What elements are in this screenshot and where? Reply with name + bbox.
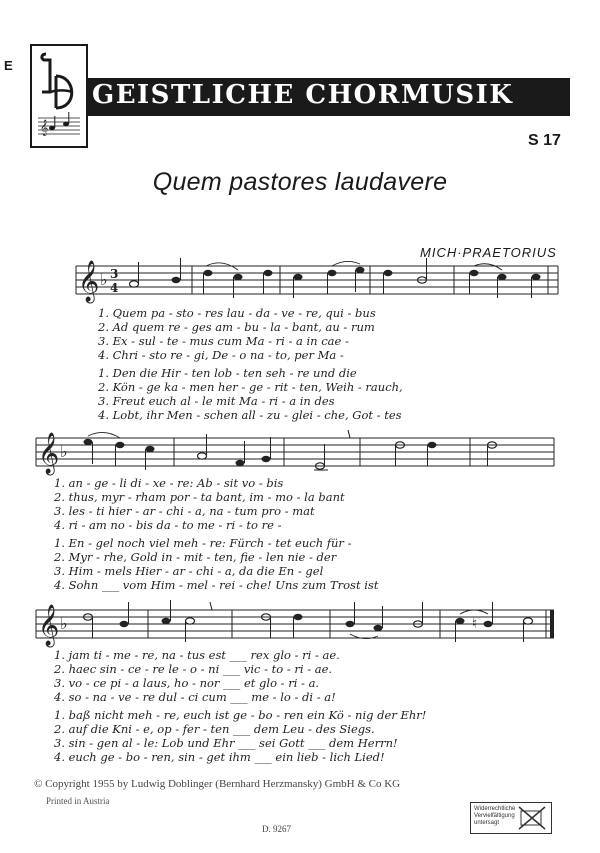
lyric-line-2-5: 1. En - gel noch viel meh - re: Fürch - tet euch für - xyxy=(54,536,352,550)
lyric-line-3-2: 2. haec sin - ce - re le - o - ni ___ vic - to - ri - ae. xyxy=(54,662,333,676)
lyric-line-1-5: 1. Den die Hir - ten lob - ten seh - re und die xyxy=(98,366,357,380)
lyric-line-2-2: 2. thus, myr - rham por - ta bant, im - mo - la bant xyxy=(54,490,345,504)
flat-sign-icon: ♭ xyxy=(60,614,68,633)
flat-sign-icon: ♭ xyxy=(100,270,108,289)
lyric-line-1-1: 1. Quem pa - sto - res lau - da - ve - re, qui - bus xyxy=(98,306,376,320)
lyric-line-2-1: 1. an - ge - li di - xe - re: Ab - sit vo - bis xyxy=(54,476,284,490)
lyric-line-3-8: 4. euch ge - bo - ren, sin - get ihm ___ ein lieb - lich Lied! xyxy=(54,750,385,764)
publisher-logo-mark xyxy=(32,46,86,146)
lyric-line-1-4: 4. Chri - sto re - gi, De - o na - to, per Ma - xyxy=(98,348,344,362)
lyric-line-3-5: 1. baß nicht meh - re, euch ist ge - bo - ren ein Kö - nig der Ehr! xyxy=(54,708,427,722)
svg-text:3: 3 xyxy=(110,267,119,281)
lyric-line-3-1: 1. jam ti - me - re, na - tus est ___ rex glo - ri - ae. xyxy=(54,648,340,662)
plate-number: D. 9267 xyxy=(262,824,291,834)
lyric-line-2-8: 4. Sohn ___ vom Him - mel - rei - che! Uns zum Trost ist xyxy=(54,578,379,592)
treble-clef-icon: 𝄞 xyxy=(38,433,60,474)
lyric-line-2-6: 2. Myr - rhe, Gold in - mit - ten, fie - len nie - der xyxy=(54,550,337,564)
final-barline xyxy=(550,610,554,638)
lyric-line-1-8: 4. Lobt, ihr Men - schen all - zu - glei - che, Got - tes xyxy=(98,408,402,422)
music-staff-2 xyxy=(30,428,560,478)
lyric-line-1-7: 3. Freut euch al - le mit Ma - ri - a in des xyxy=(98,394,335,408)
page-title: Quem pastores laudavere xyxy=(152,168,448,196)
lyric-line-3-3: 3. vo - ce pi - a laus, ho - nor ___ et glo - ri - a. xyxy=(54,676,320,690)
lyric-line-1-3: 3. Ex - sul - te - mus cum Ma - ri - a in cae - xyxy=(98,334,349,348)
flat-sign-icon: ♭ xyxy=(60,442,68,461)
lyric-line-3-4: 4. so - na - ve - re dul - ci cum ___ me - lo - di - a! xyxy=(54,690,336,704)
copyright-notice: © Copyright 1955 by Ludwig Doblinger (Bernhard Herzmansky) GmbH & Co KG xyxy=(34,778,401,790)
natural-sign-icon: ♮ xyxy=(472,616,478,632)
lyric-line-3-7: 3. sin - gen al - le: Lob und Ehr ___ sei Gott ___ dem Herrn! xyxy=(54,736,398,750)
lyric-line-2-4: 4. ri - am no - bis da - to me - ri - to re - xyxy=(54,518,282,532)
series-code: S 17 xyxy=(528,132,561,149)
treble-clef-icon: 𝄞 xyxy=(78,261,100,302)
svg-text:𝄞: 𝄞 xyxy=(40,120,49,136)
treble-clef-icon: 𝄞 xyxy=(38,605,60,646)
publisher-logo xyxy=(30,44,88,148)
lyric-line-1-2: 2. Ad quem re - ges am - bu - la - bant, au - rum xyxy=(98,320,375,334)
composer-name: MICH·PRAETORIUS xyxy=(420,245,557,260)
svg-text:4: 4 xyxy=(110,281,119,295)
stamp-text: Widerrechtliche Vervielfältigung untersagt xyxy=(474,806,516,826)
edge-letter: E xyxy=(4,58,13,73)
printed-in-note: Printed in Austria xyxy=(46,796,110,806)
music-staff-3 xyxy=(30,600,560,650)
lyric-line-2-3: 3. les - ti hier - ar - chi - a, na - tum pro - mat xyxy=(54,504,315,518)
lyric-line-3-6: 2. auf die Kni - e, op - fer - ten ___ dem Leu - des Siegs. xyxy=(54,722,375,736)
music-staff-1 xyxy=(70,256,560,306)
lyric-line-1-6: 2. Kön - ge ka - men her - ge - rit - ten, Weih - rauch, xyxy=(98,380,403,394)
series-banner-text: GEISTLICHE CHORMUSIK xyxy=(92,80,514,110)
lyric-line-2-7: 3. Him - mels Hier - ar - chi - a, da die En - gel xyxy=(54,564,324,578)
